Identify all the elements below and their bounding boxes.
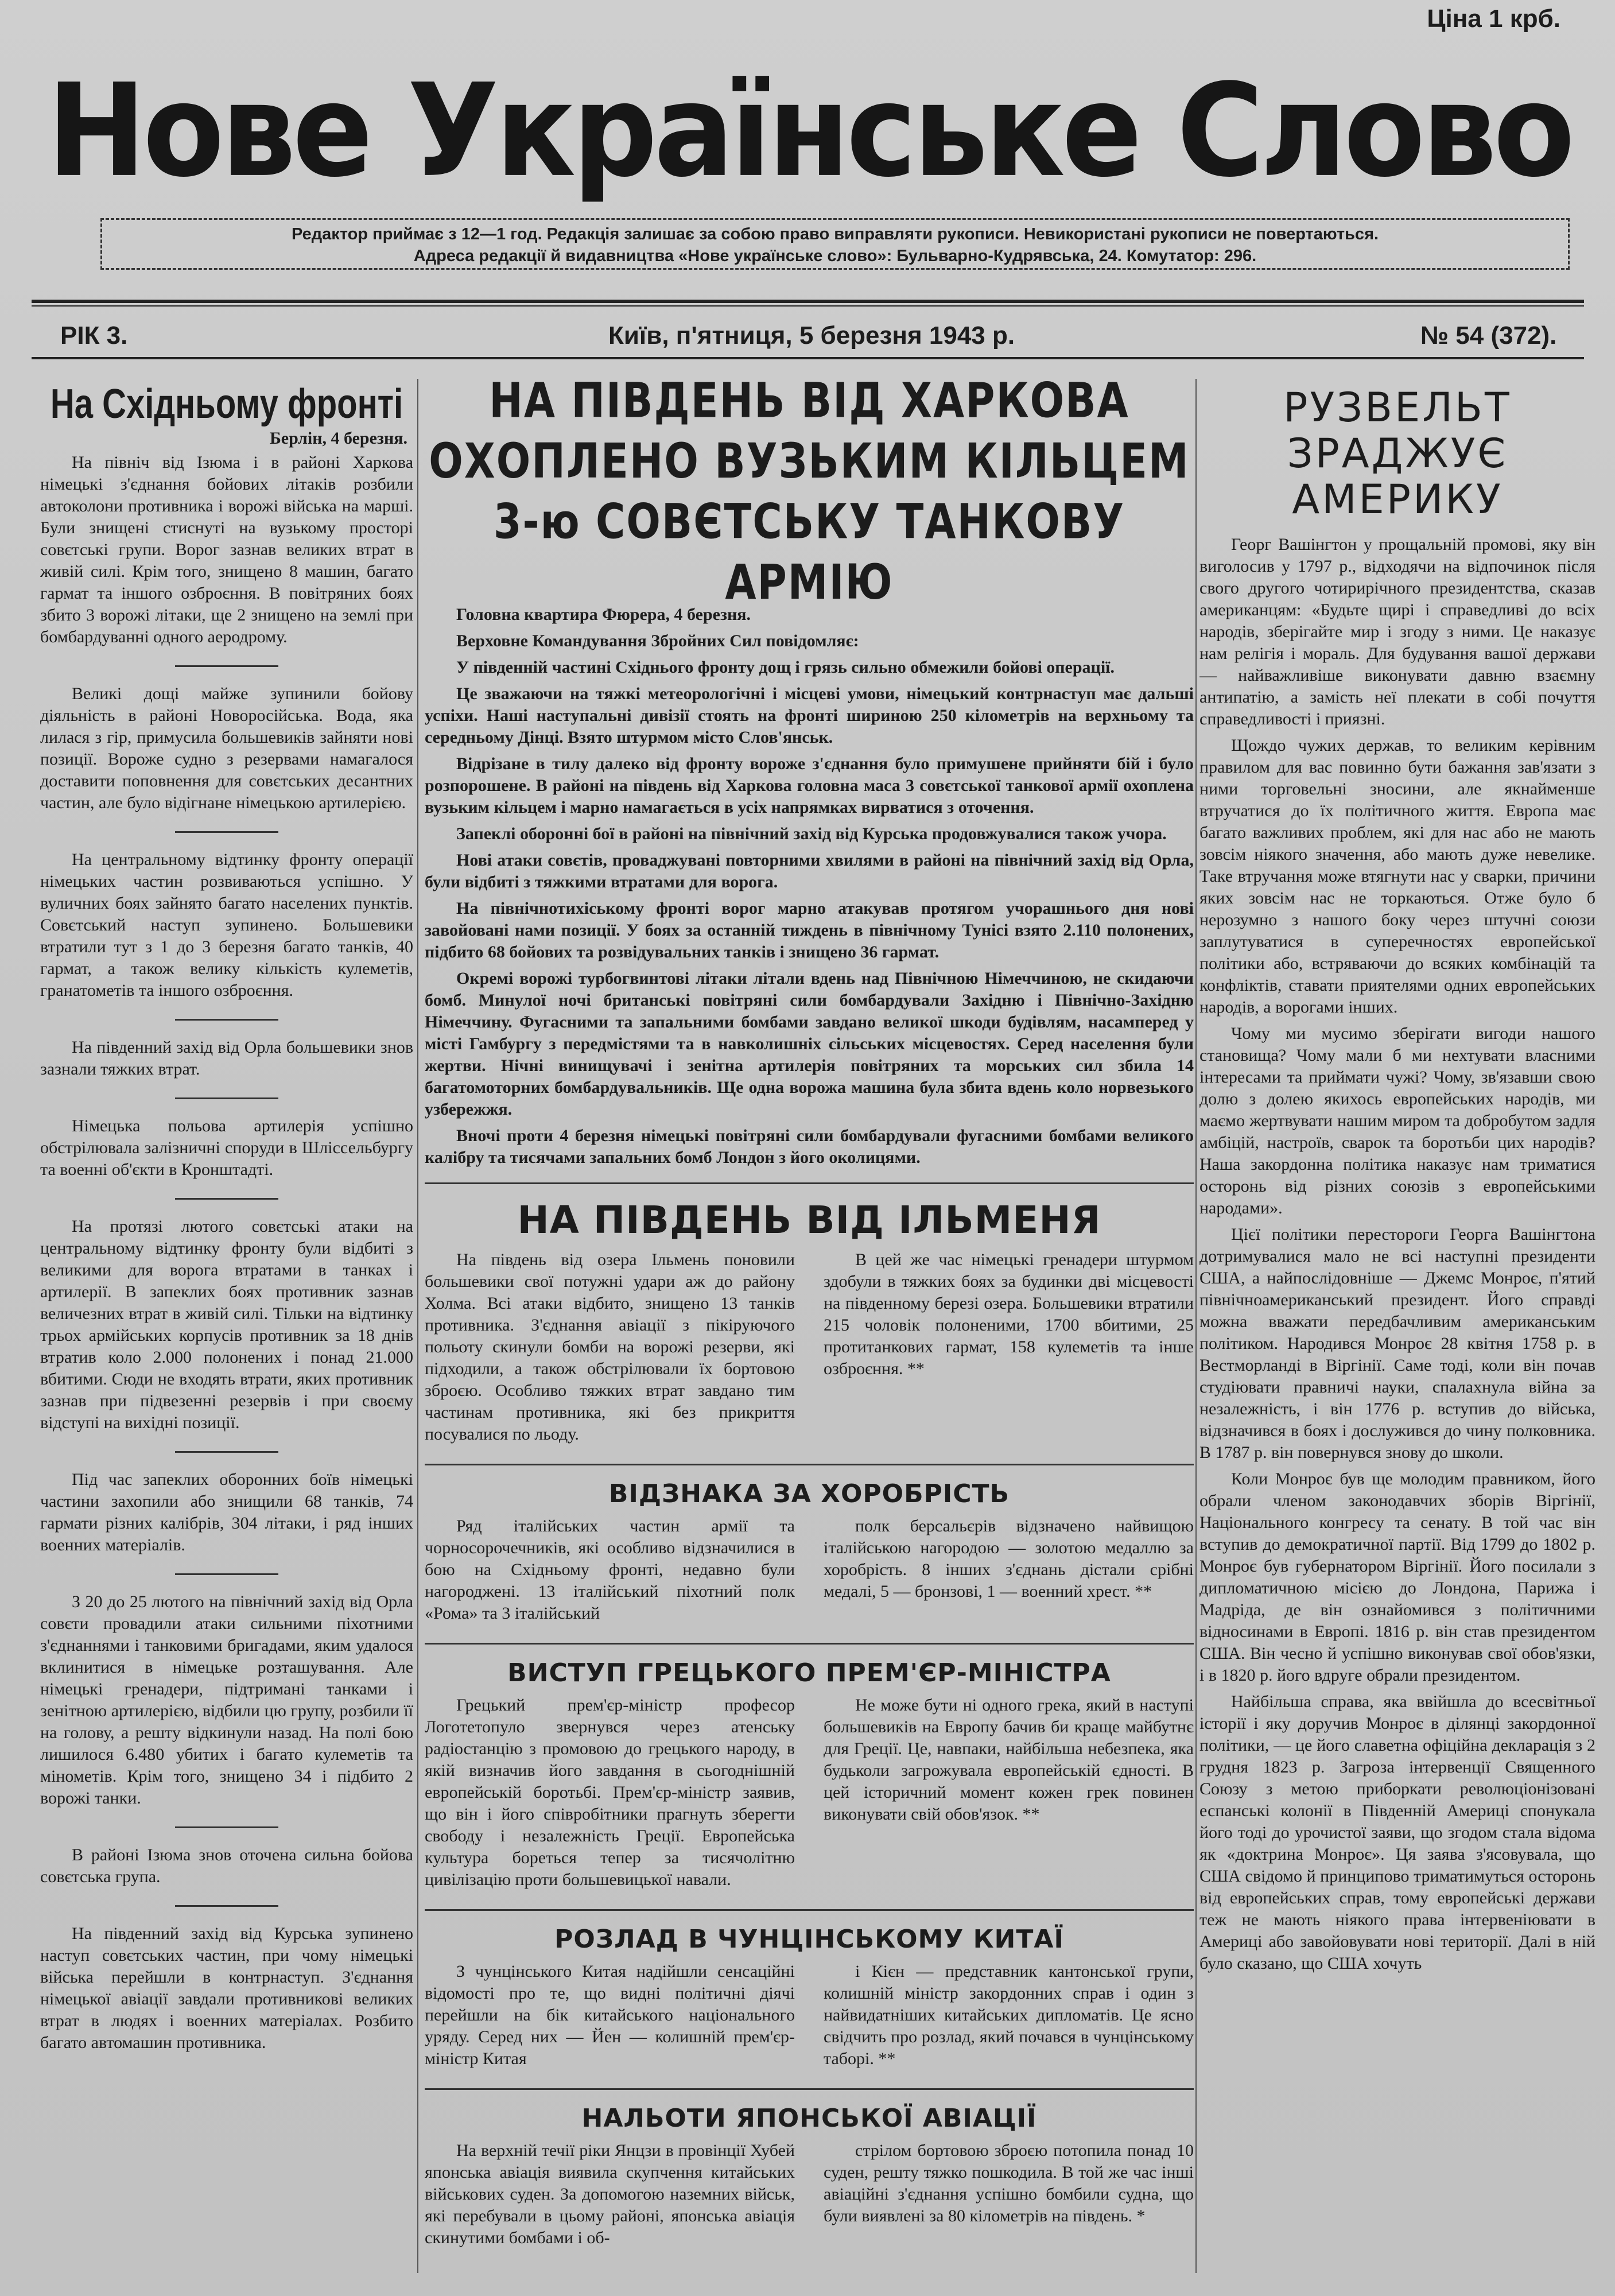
article-paragraph: Цієї політики перестороги Георга Вашінгтона дотримувалися мало не всі наступні президенти США, а найпослідовніше — Джемс Монроє, п'ятий північноамериканський президент. Його справді можна вважати передбачливим американським політиком. Народився Монроє 28 квітня 1758 р. в Вестморланді в Віргінії. Саме тоді, коли він почав студіювати правничі науки, спалахнула війна за незалежність, і він 1776 р. вступив до війська, відзначився в боях і дослужився до чину полковника. В 1787 р. він повернувся знову до школи. <box>1199 1225 1595 1462</box>
separator <box>175 831 278 833</box>
greek-article <box>425 1694 1194 1895</box>
article-paragraph: Коли Монроє був ще молодим правником, його обрали членом законодавчих зборів Віргінії, Національного конгресу та сенату. В той час він вступив до демократичної партії. Від 1799 до 1802 р. Монроє був губернатором Віргінії. Його посилали з дипломатичною місією до Лондона, Парижа і Мадріда, де він ознайомився з політичними відносинами в Европі. 1816 р. він став президентом США. Він чесно й успішно виконував свої обов'язки, і в 1820 р. його вдруге обрали президентом. <box>1199 1469 1595 1685</box>
article-paragraph: Під час запеклих оборонних боїв німецькі частини захопили або знищили 68 танків, 74 гармати різних калібрів, 304 літаки, і ряд інших военних матеріалів. <box>40 1470 413 1554</box>
date-label: Київ, п'ятниця, 5 березня 1943 р. <box>608 321 1015 350</box>
center-column <box>425 373 1194 2279</box>
eastern-front-column <box>40 373 413 2279</box>
top-rule-thin <box>32 305 1584 307</box>
box-rule <box>425 1909 1194 1911</box>
article-paragraph: У південній частині Східнього фронту дощ і грязь сильно обмежили бойові операції. <box>456 658 1115 677</box>
article-paragraph: Грецький прем'єр-міністр професор Логотетопуло звернувся через атенську радіостанцію з промовою до грецького народу, в якій визначив його завдання в сьогоднішній европейській боротьбі. Прем'єр-міністр заявив, що він і його співробітники прагнуть зберегти свободу і незалежність Греції. Европейська культура бореться тепер за тисячолітню цивілізацію проти большевицької навали. <box>425 1696 795 1889</box>
article-paragraph: Нові атаки совєтів, проваджувані повторними хвилями в районі на північний захід від Орла, були відбиті з тяжкими втратами для ворога. <box>425 851 1194 891</box>
year-label: РІК 3. <box>60 321 128 350</box>
box-rule <box>425 1182 1194 1184</box>
article-paragraph: В цей же час німецькі гренадери штурмом здобули в тяжких боях за будинки дві місцевості на південному березі озера. Большевики втратили 215 чоловік полоненими, 1700 вбитими, 25 протитанкових гармат, 158 кулеметів та інше озброєння. ** <box>824 1250 1194 1378</box>
china-title: РОЗЛАД В ЧУНЦІНСЬКОМУ КИТАЇ <box>554 1925 1064 1954</box>
article-paragraph: На південний захід від Орла большевики знов зазнали тяжких втрат. <box>40 1038 413 1079</box>
article-paragraph: Запеклі оборонні бої в районі на північний захід від Курська продовжувалися також учора. <box>456 824 1167 843</box>
article-paragraph: Не може бути ні одного грека, який в наступі большевиків на Европу бачив би краще майбутнє для Греції. Це, навпаки, найбільша небезпека, яка будьколи загрожувала европейській єдності. В цей історичний момент кожен грек повинен виконувати свій обов'язок. ** <box>824 1696 1194 1824</box>
article-paragraph: Чому ми мусимо зберігати вигоди нашого становища? Чому мали б ми нехтувати власними інтересами та приймати чужі? Чому, зв'язавши свою долю з долею якихось европейських народів, ми маємо жертвувати нашим миром та добробутом задля амбіцій, настроїв, сварок та боротьби цих народів? Наша закордонна політика наказує нам триматися осторонь від різних союзів з европейськими народами». <box>1199 1024 1595 1217</box>
article-paragraph: На центральному відтинку фронту операції німецьких частин розвиваються успішно. У вуличних боях зайнято багато населених пунктів. Совєтський наступ зупинено. Большевики втратили тут з 1 до 3 березня багато танків, 40 гармат, а також велику кількість кулеметів, гранатометів та іншого озброєння. <box>40 850 413 1000</box>
article-paragraph: Георг Вашінгтон у прощальній промові, яку він виголосив у 1797 р., відходячи на відпочинок після свого другого чотирирічного президентства, сказав американцям: «Будьте щирі і справедливі до всіх народів, зберігайте мир і згоду з ними. Це наказує нам релігія і мораль. Для будування вашої держави — найважливіше виконувати давню взаємну антипатію, а замість неї плекати в собі почуття справедливості і приязні. <box>1199 535 1595 728</box>
dateline-rule <box>32 357 1584 359</box>
eastern-front-title: На Східньому фронті <box>50 380 403 428</box>
separator <box>175 1097 278 1099</box>
separator <box>175 665 278 667</box>
price: Ціна 1 крб. <box>1427 5 1560 33</box>
article-paragraph: Це зважаючи на тяжкі метеорологічні і місцеві умови, німецький контрнаступ має дальші успіхи. Наші наступальні дивізії стоять на фронті шириною 250 кілометрів на верхньому та середньому Дінці. Взято штурмом місто Слов'янськ. <box>425 684 1194 747</box>
roosevelt-title: РУЗВЕЛЬТ ЗРАДЖУЄ АМЕРИКУ <box>1283 384 1512 523</box>
article-paragraph: полк берсальєрів відзначено найвищою італійською нагородою — золотою медаллю за хоробрість. 8 інших з'єднань дістали срібні медалі, 5 — бронзові, 1 — военний хрест. ** <box>824 1517 1194 1601</box>
article-paragraph: На верхній течії ріки Янцзи в провінції Хубей японська авіація виявила скупчення китайських військових суден. За допомогою наземних військ, які перебували в цьому районі, японська авіація скинутими бомбами і об- <box>425 2141 795 2247</box>
bravery-article <box>425 1515 1194 1629</box>
article-paragraph: З чунцінського Китая надійшли сенсаційні відомості про те, що видні політичні діячі перейшли на бік китайського національного уряду. Серед них — Йен — колишній прем'єр-міністр Китая <box>425 1962 795 2068</box>
article-paragraph: Вночі проти 4 березня німецькі повітряні сили бомбардували фугасними бомбами великого калібру та тисячами запальних бомб Лондон з його околицями. <box>425 1126 1194 1167</box>
lead-headline: НА ПІВДЕНЬ ВІД ХАРКОВА ОХОПЛЕНО ВУЗЬКИМ КІЛЬЦЕМ 3-ю СОВЄТСЬКУ ТАНКОВУ АРМІЮ <box>429 373 1190 611</box>
article-paragraph: На північ від Ізюма і в районі Харкова німецькі з'єднання бойових літаків розбили автоколони противника і ворожі війська на марші. Були знищені стиснуті на вузькому просторі совєтські групи. Ворог зазнав великих втрат в живій силі. Крім того, знищено 8 машин, багато гармат та іншого озброєння. В повітряних боях збито 3 ворожі літаки, ще 2 знищено на землі при бомбардуванні одного аеродрому. <box>40 453 413 646</box>
article-paragraph: стрілом бортовою зброєю потопила понад 10 суден, решту тяжко пошкодила. В той же час інші авіаційні з'єднання успішно бомбили судна, що були виявлені за 80 кілометрів на південь. * <box>824 2141 1194 2225</box>
article-paragraph: З 20 до 25 лютого на північний захід від Орла совєти провадили атаки сильними піхотними з'єднаннями і танковими бригадами, яким удалося вклинитися в німецьке розташування. Але німецькі гренадери, підтримані танками і зенітною артилерією, відбили цю групу, розбили її на голову, а решту відкинули назад. На полі бою лишилося 6.480 убитих і багато кулеметів та мінометів. Крім того, знищено 34 і підбито 2 ворожі танки. <box>40 1592 413 1808</box>
editorial-line-1: Редактор приймає з 12—1 год. Редакція залишає за собою право виправляти рукописи. Невикористані рукописи не повертаються. <box>291 225 1379 243</box>
box-rule <box>425 1464 1194 1465</box>
japan-article <box>425 2140 1194 2254</box>
article-paragraph: Великі дощі майже зупинили бойову діяльність в районі Новоросійська. Вода, яка лилася з гір, примусила большевиків зайняти нові позиції. Вороже судно з резервами намагалося доставити поповнення для совєтських десантних частин, але було відігнане німецькою артилерією. <box>40 684 413 812</box>
issue-number: № 54 (372). <box>1420 321 1557 350</box>
article-paragraph: Найбільша справа, яка ввійшла до всесвітньої історії і яку доручив Монроє в ділянці закордонної політики, — це його славетна офіційна декларація з 2 грудня 1823 р. Загроза інтервенції Священного Союзу з метою приборкати революціонізовані еспанські колонії в Південній Америці спонукала його тоді до урочистої заяви, що згодом стала відома як «доктрина Монроє». Ця заява з'ясовувала, що США свідомо й принципово триматимуться осторонь від европейських справ, тому европейські держави теж не мають ніякого права інтервеніювати в Америці або завойовувати нові території. Далі в ній було сказано, що США хочуть <box>1199 1692 1595 1973</box>
separator <box>175 1451 278 1453</box>
separator <box>175 1905 278 1907</box>
separator <box>175 1198 278 1200</box>
ilmen-article <box>425 1249 1194 1450</box>
article-paragraph: Відрізане в тилу далеко від фронту вороже з'єднання було примушене прийняти бій і було розпорошене. В районі на південь від Харкова головна маса 3 совєтської танкової армії охоплена вузьким кільцем і марно намагається в усіх напрямках вирватися з оточення. <box>425 754 1194 817</box>
box-rule <box>425 2088 1194 2090</box>
ilmen-title: НА ПІВДЕНЬ ВІД ІЛЬМЕНЯ <box>517 1198 1101 1242</box>
bravery-title: ВІДЗНАКА ЗА ХОРОБРІСТЬ <box>608 1479 1010 1508</box>
eastern-front-byline: Берлін, 4 березня. <box>269 429 407 448</box>
article-paragraph: Щождо чужих держав, то великим керівним правилом для вас повинно бути бажання зав'язати з ними торговельні зносини, але якнайменше втручатися до їх політичного життя. Европа має багато важливих проблем, які для нас або не мають зовсім ніякого значення, або мають дуже невелике. Таке втручання може втягнути нас у сварки, причини яких зовсім нас не торкаються. Отже було б нерозумно з нашого боку через штучні союзи заплутуватися в суперечностях европейської політики або, встряваючи до всяких комбінацій та конфліктів, ставати приятелями одних европейських народів, а ворогами інших. <box>1199 736 1595 1017</box>
article-paragraph: В районі Ізюма знов оточена сильна бойова совєтська група. <box>40 1845 413 1886</box>
article-paragraph: На північнотихіському фронті ворог марно атакував протягом учорашнього дня нові завойовані нами позиції. У боях за останній тиждень в північному Тунісі взято 2.110 полонених, підбито 68 бойових та розвідувальних танків і знищено 36 гармат. <box>425 899 1194 961</box>
article-paragraph: На південь від озера Ільмень поновили большевики свої потужні удари аж до району Холма. Всі атаки відбито, знищено 13 танків противника. З'єднання авіації з пікіруючого польоту скинули бомби на ворожі резерви, які підходили, а також обстрілювали їх бортовою зброєю. Особливо тяжких втрат завдано тим частинам противника, які без прикриття посувалися по льоду. <box>425 1250 795 1444</box>
roosevelt-column <box>1199 373 1595 2279</box>
lead-dateline: Головна квартира Фюрера, 4 березня. <box>456 605 751 624</box>
top-rule <box>32 300 1584 303</box>
box-rule <box>425 1643 1194 1645</box>
article-paragraph: На південний захід від Курська зупинено наступ совєтських частин, при чому німецькі війська перейшли в контрнаступ. З'єднання німецької авіації завдали противникові великих втрат в людях і военних матеріалах. Розбито багато автомашин противника. <box>40 1924 413 2052</box>
greek-title: ВИСТУП ГРЕЦЬКОГО ПРЕМ'ЄР-МІНІСТРА <box>507 1658 1111 1688</box>
china-article <box>425 1961 1194 2074</box>
article-paragraph: На протязі лютого совєтські атаки на центральному відтинку фронту були відбиті з великими для ворога втратами в танках і артилерії. В запеклих боях противник зазнав величезних втрат в живій силі. Тільки на відтинку трьох армійських корпусів противник за 18 днів втратив коло 2.000 полонених і понад 21.000 вбитими. Сюди не входять втрати, яких противник зазнав при підвезенні резервів і при своєму відступі на вихідні позиції. <box>40 1217 413 1432</box>
separator <box>175 1573 278 1575</box>
editorial-notice <box>100 218 1570 270</box>
separator <box>175 1826 278 1828</box>
lead-intro: Верховне Командування Збройних Сил повідомляє: <box>456 631 859 650</box>
column-divider <box>1195 379 1197 2273</box>
separator <box>175 1019 278 1021</box>
article-paragraph: і Кієн — представник кантонської групи, колишній міністр закордонних справ і один з найвидатніших китайських дипломатів. Це ясно свідчить про розлад, який почався в чунцінському таборі. ** <box>824 1962 1194 2068</box>
column-divider <box>417 379 418 2273</box>
masthead-title: Нове Українське Слово <box>46 56 1572 205</box>
japan-title: НАЛЬОТИ ЯПОНСЬКОЇ АВІАЦІЇ <box>581 2104 1037 2133</box>
editorial-line-2: Адреса редакції й видавництва «Нове українське слово»: Бульварно-Кудрявська, 24. Комутатор: 296. <box>413 247 1257 265</box>
article-paragraph: Німецька польова артилерія успішно обстрілювала залізничні споруди в Шліссельбургу та военні об'єкти в Кронштадті. <box>40 1116 413 1179</box>
article-paragraph: Окремі ворожі турбогвинтові літаки літали вдень над Північною Німеччиною, не скидаючи бомб. Минулої ночі британські повітряні сили бомбардували Західню і Північно-Західню Німеччину. Фугасними та запальними бомбами завдано великої шкоди будівлям, насамперед у місті Гамбургу з передмістями та в навколишніх сільських місцевостях. Серед населення були жертви. Нічні винищувачі і зенітна артилерія повітряних та морських сил збила 14 багатомоторних бомбардувальників. Ще одна ворожа машина була збита вдень коло норвезького узбережжя. <box>425 969 1194 1119</box>
article-paragraph: Ряд італійських частин армії та чорносорочечників, які особливо відзначилися в бою на Східньому фронті, недавно були нагороджені. 13 італійський піхотний полк «Рома» та 3 італійський <box>425 1517 795 1623</box>
